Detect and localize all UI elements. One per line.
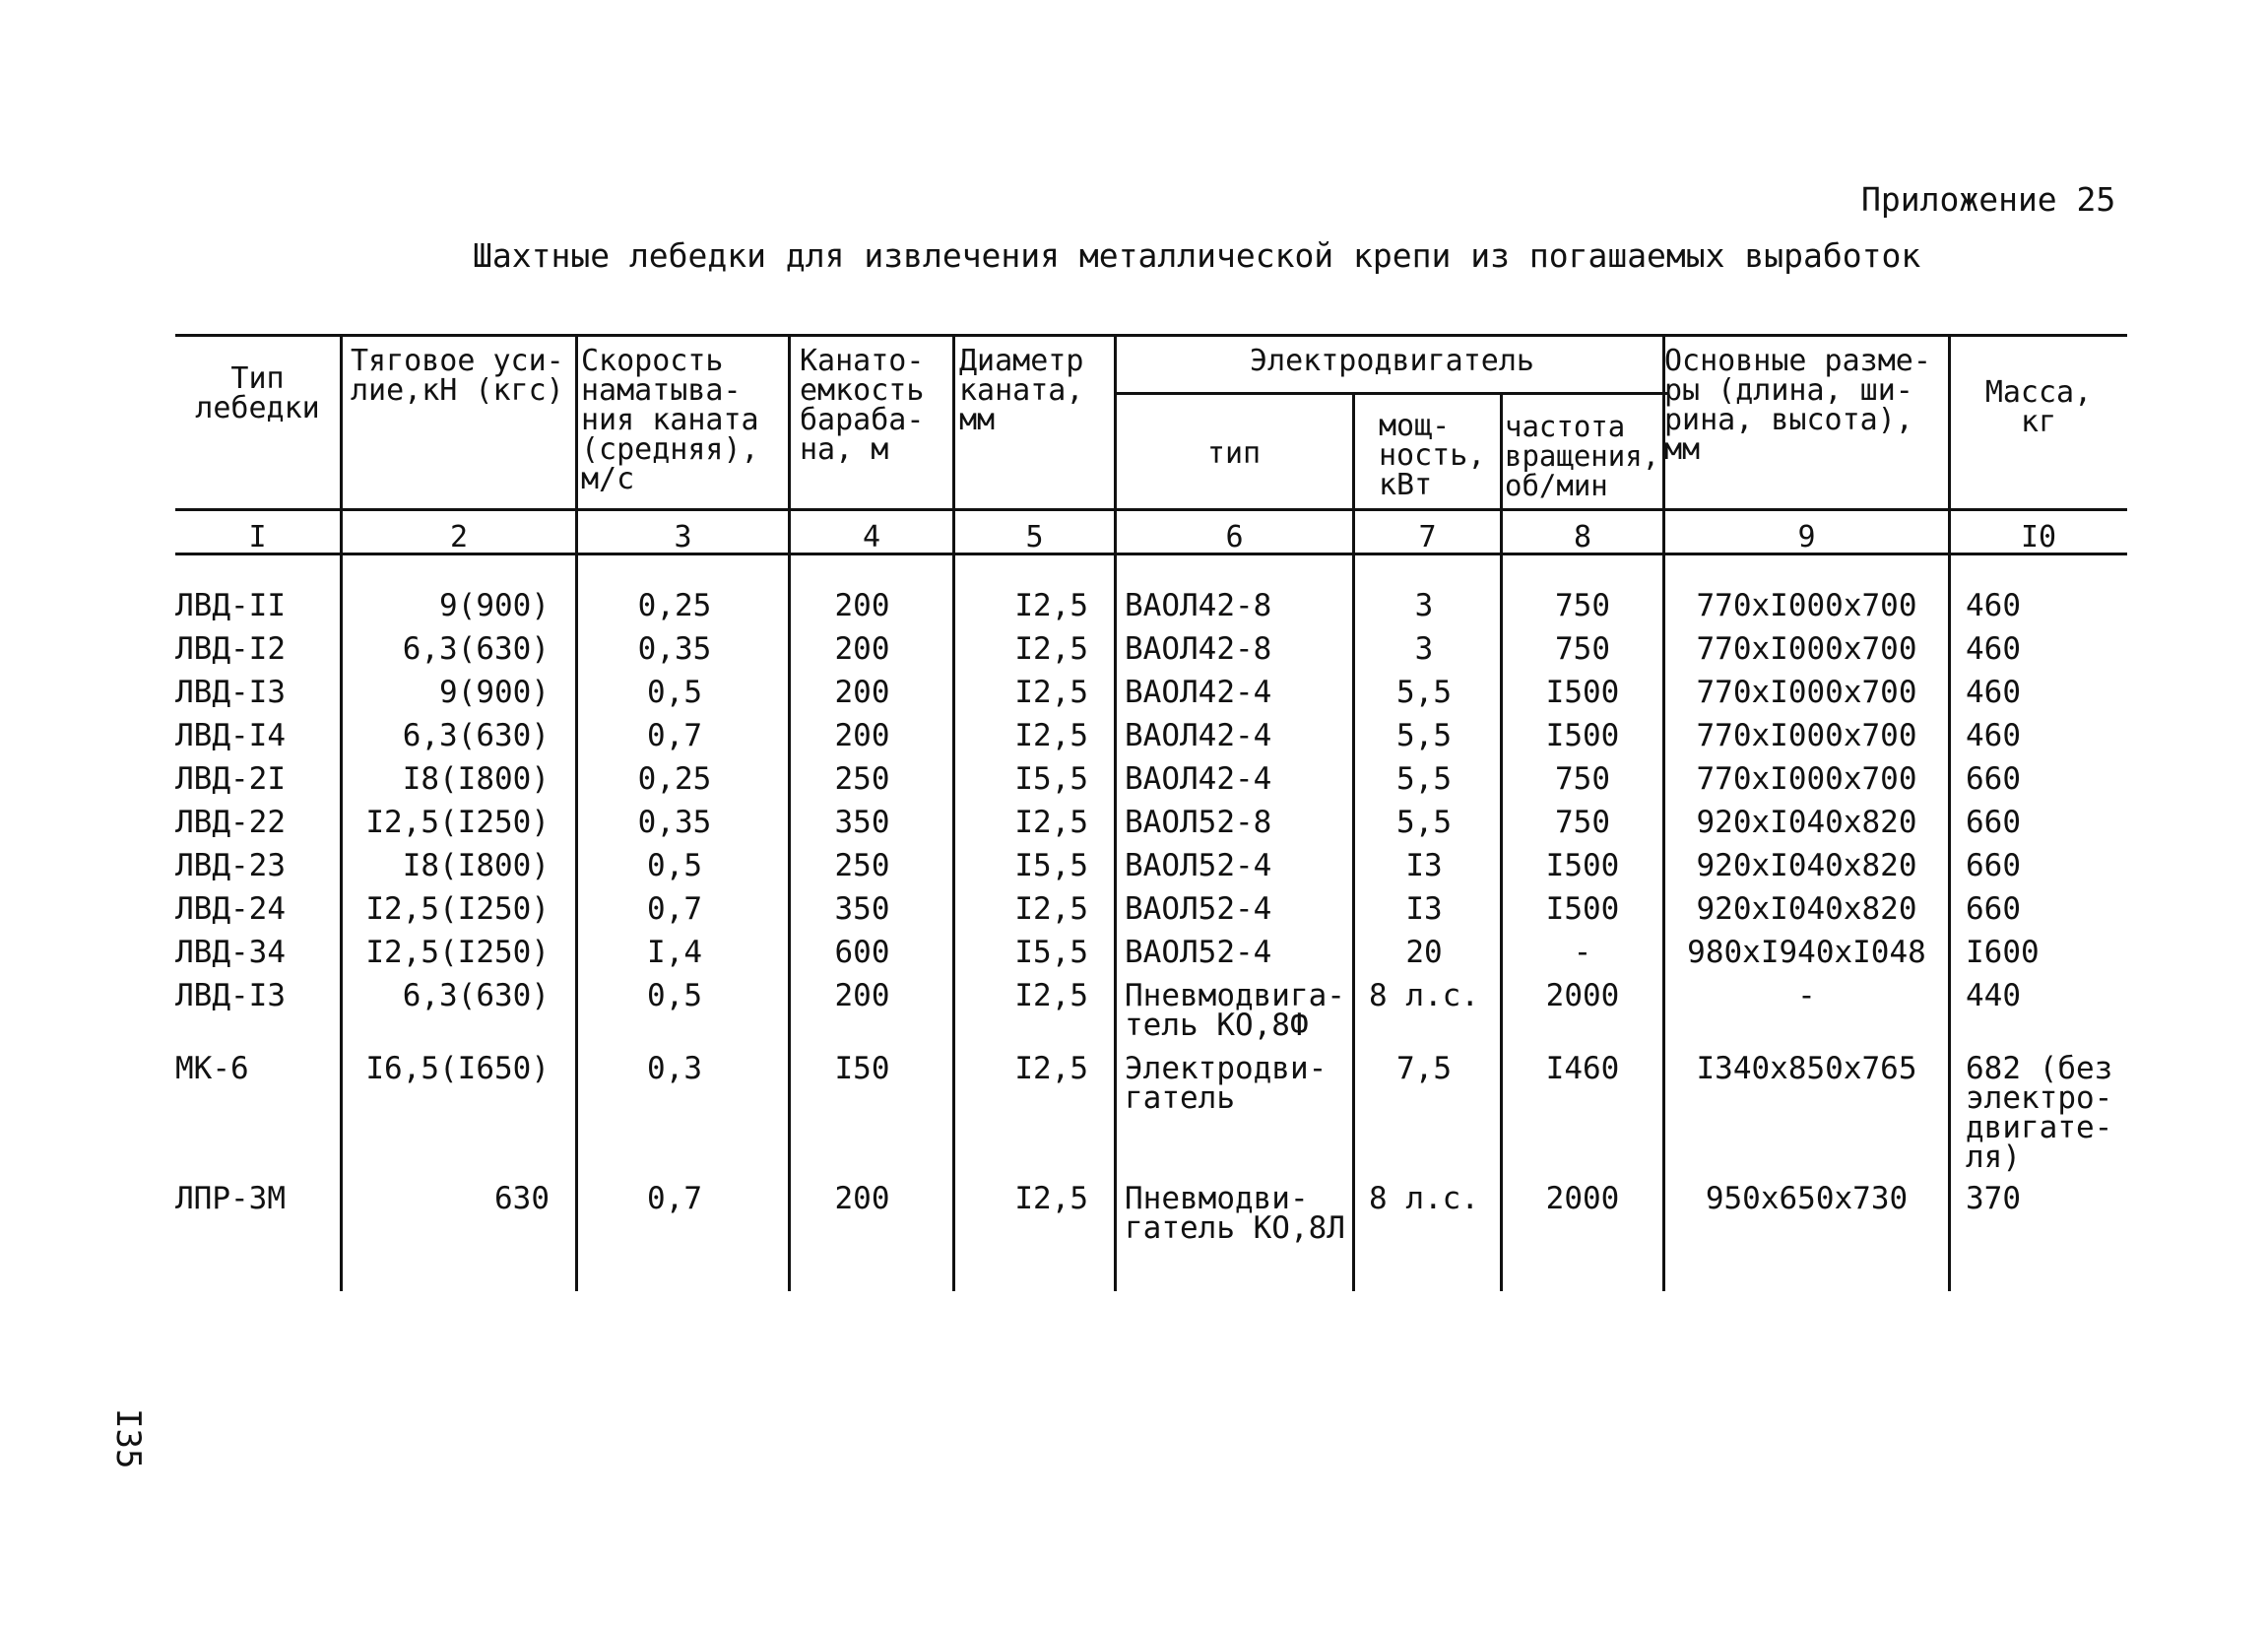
cell-type: МК-6 <box>175 1051 249 1086</box>
column-number: I0 <box>2020 520 2057 554</box>
cell-type: ЛВД-II <box>175 588 286 623</box>
cell-diameter: I2,5 <box>1014 588 1088 623</box>
cell-dims: 980xI940xI048 <box>1687 935 1926 970</box>
cell-power: 5,5 <box>1396 805 1452 840</box>
cell-capacity: 250 <box>834 848 890 883</box>
column-number: I <box>248 520 267 554</box>
cell-type: ЛВД-2I <box>175 761 286 797</box>
cell-force: I2,5(I250) <box>365 891 550 927</box>
col-divider <box>575 334 578 1291</box>
header-mass: Масса, кг <box>1984 375 2093 439</box>
cell-dims: - <box>1797 978 1816 1013</box>
cell-capacity: 200 <box>834 588 890 623</box>
cell-dims: I340x850x765 <box>1696 1051 1917 1086</box>
header-type: Тип лебедки <box>195 361 320 425</box>
cell-speed: 0,7 <box>647 718 702 753</box>
cell-force: 6,3(630) <box>402 978 550 1013</box>
cell-force: 630 <box>494 1181 550 1216</box>
cell-power: 3 <box>1414 588 1434 623</box>
cell-rpm: I500 <box>1545 848 1620 883</box>
cell-dims: 770xI000x700 <box>1696 718 1917 753</box>
cell-capacity: 350 <box>834 805 890 840</box>
column-number: 2 <box>449 520 469 554</box>
cell-motor: ВАОЛ42-8 <box>1125 631 1272 667</box>
cell-dims: 920xI040x820 <box>1696 805 1917 840</box>
cell-capacity: 200 <box>834 1181 890 1216</box>
cell-dims: 770xI000x700 <box>1696 588 1917 623</box>
cell-rpm: 750 <box>1555 805 1610 840</box>
cell-dims: 770xI000x700 <box>1696 631 1917 667</box>
header-force: Тяговое уси- лие,кН (кгс) <box>351 344 564 408</box>
cell-dims: 770xI000x700 <box>1696 675 1917 710</box>
cell-mass: 460 <box>1966 588 2021 623</box>
cell-rpm: - <box>1573 935 1592 970</box>
cell-capacity: 200 <box>834 978 890 1013</box>
column-number: 9 <box>1797 520 1816 554</box>
motor-group-rule <box>1116 392 1668 395</box>
cell-type: ЛВД-I2 <box>175 631 286 667</box>
cell-dims: 920xI040x820 <box>1696 891 1917 927</box>
cell-mass: 460 <box>1966 631 2021 667</box>
cell-power: I3 <box>1405 848 1443 883</box>
header-motor-group: Электродвигатель <box>1250 344 1534 378</box>
page-number: I35 <box>108 1408 148 1469</box>
page-title: Шахтные лебедки для извлечения металлической крепи из погашаемых выработок <box>473 236 1921 275</box>
cell-rpm: I500 <box>1545 891 1620 927</box>
cell-motor: ВАОЛ52-8 <box>1125 805 1272 840</box>
cell-dims: 950x650x730 <box>1705 1181 1909 1216</box>
cell-capacity: I50 <box>834 1051 890 1086</box>
cell-capacity: 600 <box>834 935 890 970</box>
cell-type: ЛВД-I4 <box>175 718 286 753</box>
cell-speed: 0,5 <box>647 675 702 710</box>
cell-motor: ВАОЛ52-4 <box>1125 848 1272 883</box>
column-number: 6 <box>1225 520 1244 554</box>
cell-rpm: I500 <box>1545 675 1620 710</box>
header-motor-type: тип <box>1206 436 1262 471</box>
cell-mass: 460 <box>1966 718 2021 753</box>
cell-dims: 920xI040x820 <box>1696 848 1917 883</box>
cell-power: 5,5 <box>1396 675 1452 710</box>
cell-motor: ВАОЛ42-4 <box>1125 761 1272 797</box>
cell-mass: 440 <box>1966 978 2021 1013</box>
cell-diameter: I2,5 <box>1014 805 1088 840</box>
cell-speed: I,4 <box>647 935 702 970</box>
column-number: 8 <box>1573 520 1592 554</box>
cell-diameter: I2,5 <box>1014 675 1088 710</box>
column-number: 4 <box>862 520 881 554</box>
cell-capacity: 200 <box>834 631 890 667</box>
cell-speed: 0,3 <box>647 1051 702 1086</box>
cell-power: 7,5 <box>1396 1051 1452 1086</box>
cell-speed: 0,25 <box>637 588 712 623</box>
cell-capacity: 200 <box>834 675 890 710</box>
column-number: 3 <box>674 520 692 554</box>
cell-dims: 770xI000x700 <box>1696 761 1917 797</box>
cell-speed: 0,5 <box>647 848 702 883</box>
cell-motor: ВАОЛ42-4 <box>1125 718 1272 753</box>
cell-diameter: I5,5 <box>1014 761 1088 797</box>
cell-capacity: 250 <box>834 761 890 797</box>
cell-mass: 682 (без электро- двигате- ля) <box>1966 1051 2113 1175</box>
cell-diameter: I2,5 <box>1014 1181 1088 1216</box>
cell-mass: 660 <box>1966 805 2021 840</box>
cell-diameter: I2,5 <box>1014 631 1088 667</box>
appendix-label: Приложение 25 <box>1861 180 2116 219</box>
cell-rpm: 2000 <box>1545 978 1620 1013</box>
header-power: мощ- ность, кВт <box>1379 409 1486 502</box>
cell-speed: 0,7 <box>647 1181 702 1216</box>
header-dims: Основные разме- ры (длина, ши- рина, высота), мм <box>1664 344 1931 467</box>
header-diameter: Диаметр каната, мм <box>959 344 1084 437</box>
cell-mass: 660 <box>1966 891 2021 927</box>
cell-force: I2,5(I250) <box>365 935 550 970</box>
cell-type: ЛВД-24 <box>175 891 286 927</box>
cell-speed: 0,25 <box>637 761 712 797</box>
cell-diameter: I2,5 <box>1014 1051 1088 1086</box>
cell-power: 3 <box>1414 631 1434 667</box>
cell-motor: ВАОЛ42-4 <box>1125 675 1272 710</box>
cell-motor: Пневмодвига- тель КО,8Ф <box>1125 978 1345 1043</box>
cell-rpm: I500 <box>1545 718 1620 753</box>
cell-power: 5,5 <box>1396 718 1452 753</box>
cell-type: ЛВД-34 <box>175 935 286 970</box>
cell-diameter: I2,5 <box>1014 891 1088 927</box>
cell-diameter: I5,5 <box>1014 935 1088 970</box>
cell-force: 6,3(630) <box>402 718 550 753</box>
cell-motor: Электродви- гатель <box>1125 1051 1328 1116</box>
cell-mass: 660 <box>1966 848 2021 883</box>
cell-power: 8 л.с. <box>1369 978 1479 1013</box>
cell-diameter: I2,5 <box>1014 978 1088 1013</box>
cell-force: 9(900) <box>439 588 550 623</box>
cell-mass: 460 <box>1966 675 2021 710</box>
cell-power: I3 <box>1405 891 1443 927</box>
cell-speed: 0,35 <box>637 631 712 667</box>
cell-force: I6,5(I650) <box>365 1051 550 1086</box>
cell-force: I2,5(I250) <box>365 805 550 840</box>
header-capacity: Канато- емкость бараба- на, м <box>800 344 925 467</box>
cell-rpm: 750 <box>1555 631 1610 667</box>
cell-rpm: 750 <box>1555 761 1610 797</box>
cell-speed: 0,7 <box>647 891 702 927</box>
cell-type: ЛПР-3М <box>175 1181 286 1216</box>
cell-force: I8(I800) <box>402 848 550 883</box>
cell-mass: I600 <box>1966 935 2040 970</box>
col-divider <box>1114 334 1117 1291</box>
cell-power: 20 <box>1405 935 1443 970</box>
cell-type: ЛВД-22 <box>175 805 286 840</box>
cell-diameter: I2,5 <box>1014 718 1088 753</box>
cell-power: 8 л.с. <box>1369 1181 1479 1216</box>
table-top-rule <box>175 334 2127 337</box>
col-divider <box>1948 334 1951 1291</box>
cell-rpm: I460 <box>1545 1051 1620 1086</box>
header-rpm: частота вращения, об/мин <box>1505 410 1660 502</box>
cell-motor: Пневмодви- гатель КО,8Л <box>1125 1181 1345 1246</box>
column-number: 7 <box>1418 520 1437 554</box>
header-bottom-rule <box>175 508 2127 511</box>
cell-capacity: 200 <box>834 718 890 753</box>
cell-force: I8(I800) <box>402 761 550 797</box>
cell-capacity: 350 <box>834 891 890 927</box>
column-number: 5 <box>1025 520 1044 554</box>
cell-type: ЛВД-23 <box>175 848 286 883</box>
cell-power: 5,5 <box>1396 761 1452 797</box>
cell-motor: ВАОЛ52-4 <box>1125 935 1272 970</box>
cell-speed: 0,35 <box>637 805 712 840</box>
cell-mass: 370 <box>1966 1181 2021 1216</box>
cell-force: 9(900) <box>439 675 550 710</box>
cell-force: 6,3(630) <box>402 631 550 667</box>
header-speed: Скорость наматыва- ния каната (средняя), м/с <box>581 344 759 496</box>
cell-motor: ВАОЛ42-8 <box>1125 588 1272 623</box>
cell-speed: 0,5 <box>647 978 702 1013</box>
cell-rpm: 750 <box>1555 588 1610 623</box>
cell-mass: 660 <box>1966 761 2021 797</box>
cell-type: ЛВД-I3 <box>175 978 286 1013</box>
cell-type: ЛВД-I3 <box>175 675 286 710</box>
cell-diameter: I5,5 <box>1014 848 1088 883</box>
cell-rpm: 2000 <box>1545 1181 1620 1216</box>
cell-motor: ВАОЛ52-4 <box>1125 891 1272 927</box>
